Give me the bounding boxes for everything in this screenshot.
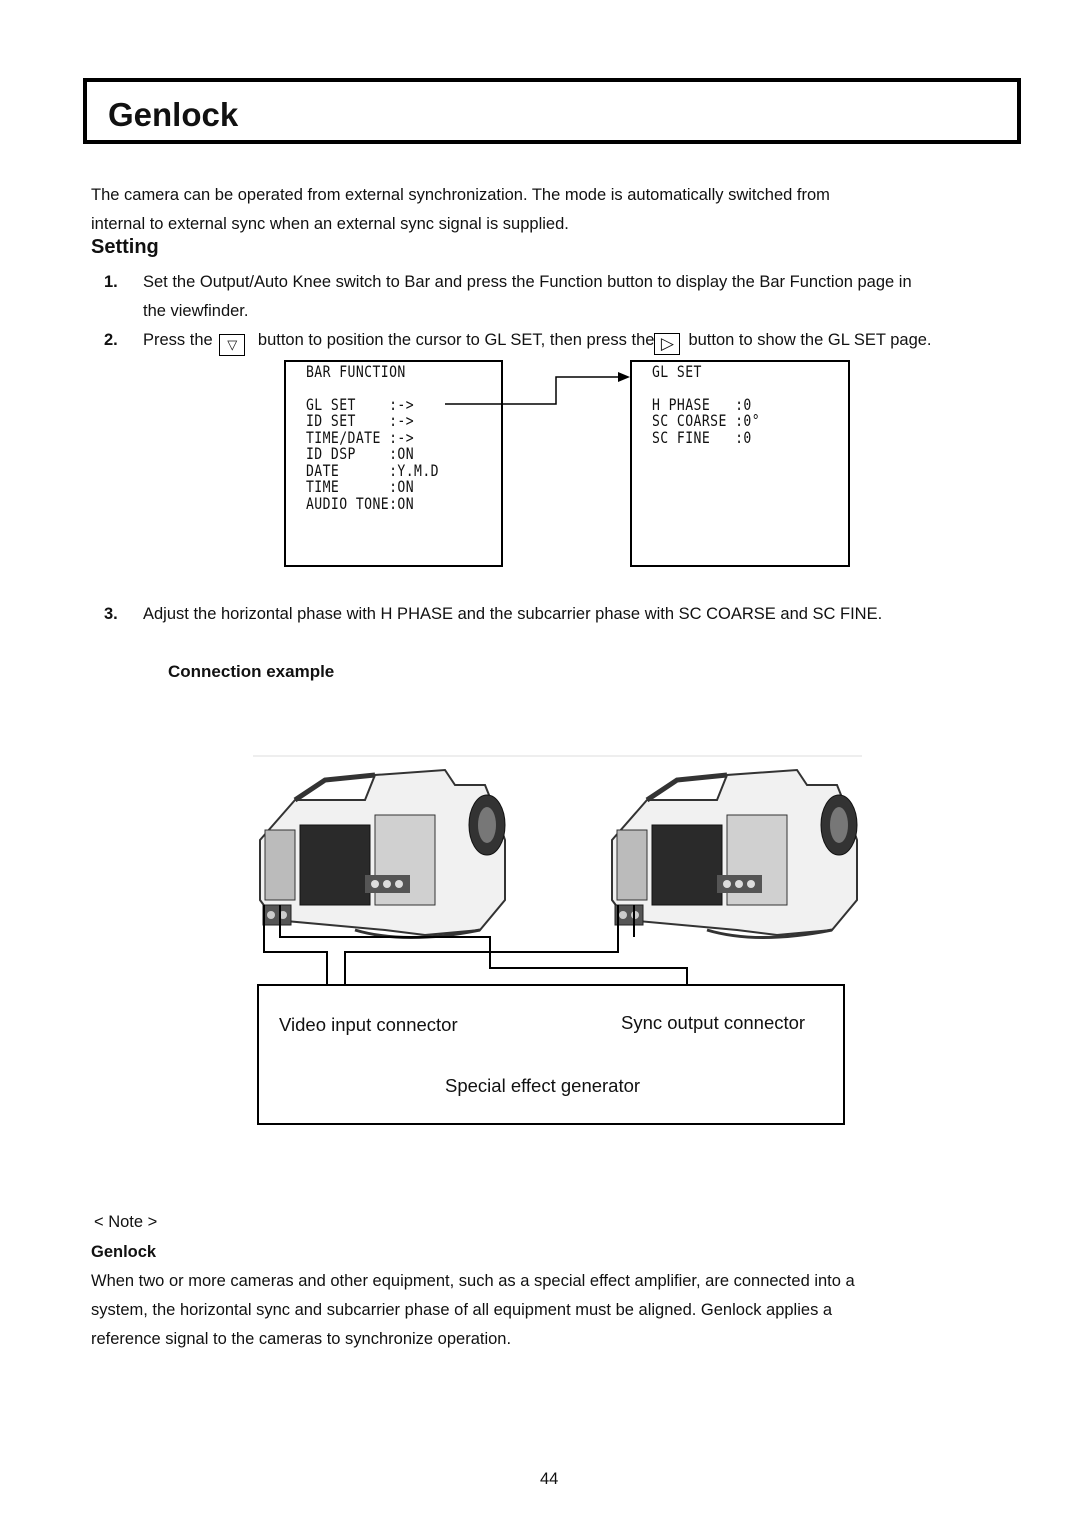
note-line-2: system, the horizontal sync and subcarrier phase of all equipment must be aligned. Genlock applies a [91,1301,833,1319]
step-2-pre: Press the [143,331,213,349]
connection-heading: Connection example [168,662,335,681]
page-title: Genlock [108,96,239,133]
gl-set-title: GL SET [652,362,702,381]
camera-icon [612,770,857,938]
bar-function-row-audio-tone: AUDIO TONE:ON [306,494,415,513]
special-effect-generator-box [257,984,845,1125]
down-button-icon: ▽ [219,334,245,356]
bar-function-row-gl-set: GL SET :-> [306,395,415,414]
sync-output-label: Sync output connector [621,1012,806,1033]
bar-function-row-time: TIME :ON [306,477,415,496]
note-line-3: reference signal to the cameras to synchronize operation. [91,1330,512,1348]
bar-function-row-id-dsp: ID DSP :ON [306,444,415,463]
step-1-number: 1. [104,273,118,291]
note-line-1: When two or more cameras and other equipment, such as a special effect amplifier, are connected into a [91,1272,855,1290]
right-button-icon: ▷ [654,333,680,355]
gl-set-row-h-phase: H PHASE :0 [652,395,752,414]
step-1-line-2: the viewfinder. [143,302,249,320]
step-2-number: 2. [104,331,118,349]
step-3-line-1: Adjust the horizontal phase with H PHASE and the subcarrier phase with SC COARSE and SC FINE. [143,605,883,623]
gl-set-row-sc-fine: SC FINE :0 [652,428,752,447]
note-label: < Note > [94,1213,158,1231]
step-1-line-1: Set the Output/Auto Knee switch to Bar and press the Function button to display the Bar Function page in [143,273,912,291]
video-input-label: Video input connector [279,1014,458,1035]
note-heading: Genlock [91,1243,157,1261]
gl-set-row-sc-coarse: SC COARSE :0° [652,411,761,430]
generator-label: Special effect generator [445,1075,641,1096]
bar-function-row-time-date: TIME/DATE :-> [306,428,415,447]
step-2-mid: button to position the cursor to GL SET, then press the [257,331,655,349]
menu-arrow-head [618,372,630,382]
step-3-number: 3. [104,605,118,623]
intro-line-1: The camera can be operated from external synchronization. The mode is automatically switched from [91,186,830,204]
page-number: 44 [540,1470,559,1488]
step-2-post: button to show the GL SET page. [688,331,932,349]
setting-heading: Setting [91,236,159,258]
menu-arrow-line [445,377,620,404]
intro-line-2: internal to external sync when an external sync signal is supplied. [91,215,569,233]
bar-function-title: BAR FUNCTION [306,362,406,381]
camera-icon [260,770,505,938]
bar-function-row-date: DATE :Y.M.D [306,461,439,480]
bar-function-row-id-set: ID SET :-> [306,411,415,430]
